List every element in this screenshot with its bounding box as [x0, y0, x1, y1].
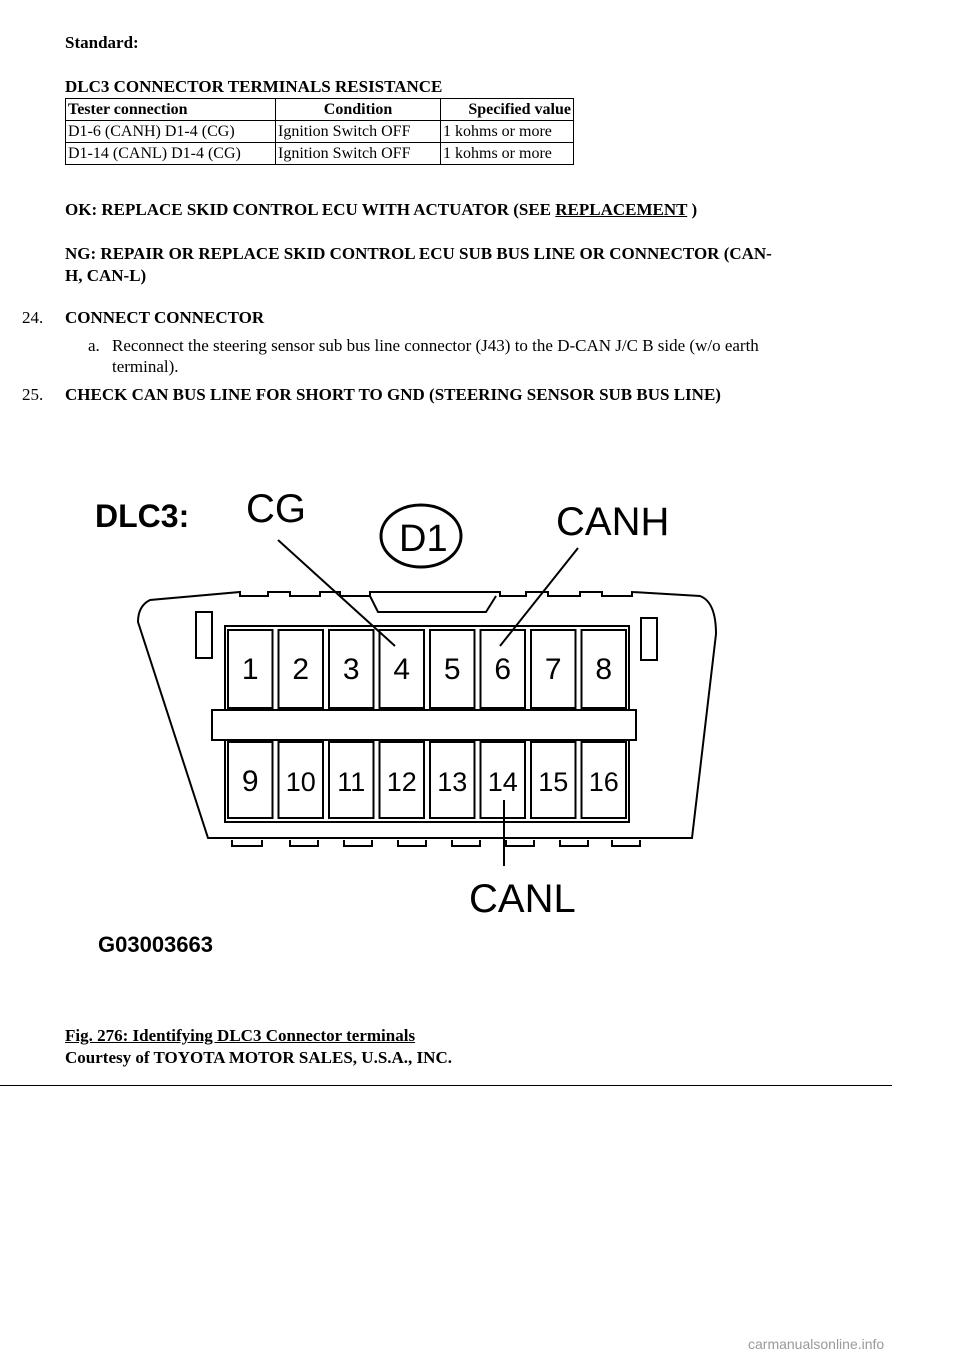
pin-number: 13 [437, 767, 468, 797]
table-cell: 1 kohms or more [441, 121, 574, 143]
table-cell: D1-14 (CANL) D1-4 (CG) [66, 143, 276, 165]
cg-label: CG [246, 487, 306, 531]
pin-number: 3 [342, 653, 360, 686]
figure-heading: DLC3: [95, 498, 190, 534]
ng-result-line1: NG: REPAIR OR REPLACE SKID CONTROL ECU SUB BUS LINE OR CONNECTOR (CAN- [65, 244, 772, 263]
table-header-cell: Specified value [441, 99, 574, 121]
pin-number: 11 [337, 767, 366, 797]
pin-number: 4 [393, 653, 411, 686]
figure-code: G03003663 [98, 932, 213, 957]
substep-text-line2: terminal). [112, 357, 179, 376]
step-number: 25. [22, 385, 44, 404]
step-title: CHECK CAN BUS LINE FOR SHORT TO GND (STEERING SENSOR SUB BUS LINE) [65, 385, 721, 404]
pin-number: 16 [588, 767, 619, 797]
bottom-pin-row [228, 742, 626, 818]
table-title: DLC3 CONNECTOR TERMINALS RESISTANCE [65, 77, 443, 96]
center-rib [212, 710, 636, 740]
pin-number: 12 [386, 767, 417, 797]
canh-label: CANH [556, 500, 670, 544]
step-title: CONNECT CONNECTOR [65, 308, 265, 327]
table-cell: Ignition Switch OFF [276, 121, 441, 143]
footer-divider [0, 1085, 892, 1086]
pin-number: 1 [241, 653, 259, 686]
pin-number: 15 [538, 767, 569, 797]
figure-courtesy: Courtesy of TOYOTA MOTOR SALES, U.S.A., INC. [65, 1048, 452, 1067]
canl-label: CANL [469, 877, 576, 921]
step-number: 24. [22, 308, 44, 327]
figure-caption-title[interactable]: Fig. 276: Identifying DLC3 Connector terminals [65, 1026, 416, 1045]
pin-number: 9 [241, 765, 259, 798]
table-cell: D1-6 (CANH) D1-4 (CG) [66, 121, 276, 143]
pin-number: 14 [487, 767, 518, 797]
table-cell: 1 kohms or more [441, 143, 574, 165]
pin-number: 2 [292, 653, 310, 686]
table-cell: Ignition Switch OFF [276, 143, 441, 165]
table-header-cell: Tester connection [66, 99, 276, 121]
pin-number: 7 [544, 653, 562, 686]
ok-prefix: OK: REPLACE SKID CONTROL ECU WITH ACTUATOR (SEE [65, 200, 556, 219]
ok-suffix: ) [687, 200, 698, 219]
replacement-link[interactable]: REPLACEMENT [555, 200, 688, 219]
pin-number: 6 [494, 653, 512, 686]
ng-result-line2: H, CAN-L) [65, 266, 147, 285]
pin-number: 10 [285, 767, 316, 797]
substep-letter: a. [88, 336, 100, 355]
right-tab [641, 618, 657, 660]
pin-number: 5 [443, 653, 461, 686]
watermark: carmanualsonline.info [748, 1336, 885, 1352]
left-tab [196, 612, 212, 658]
d1-label: D1 [399, 518, 448, 560]
connector-key [370, 596, 496, 612]
pin-number: 8 [595, 653, 613, 686]
table-header-cell: Condition [276, 99, 441, 121]
top-pin-row [228, 630, 626, 708]
standard-label: Standard: [65, 33, 139, 52]
connector-serration [232, 840, 640, 846]
substep-text-line1: Reconnect the steering sensor sub bus line connector (J43) to the D-CAN J/C B side (w/o earth [112, 336, 759, 355]
